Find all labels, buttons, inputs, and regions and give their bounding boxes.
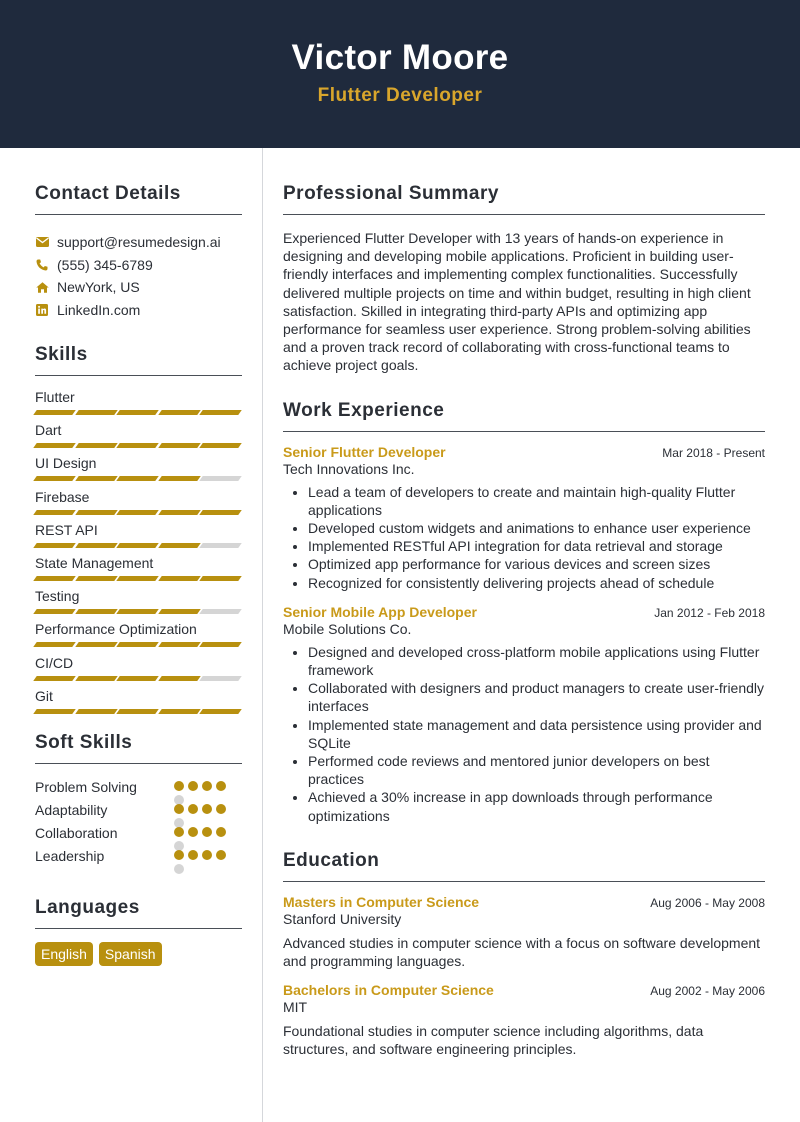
- skill-level-segment: [200, 642, 242, 647]
- job-dates: Mar 2018 - Present: [662, 445, 765, 460]
- column-divider: [262, 148, 263, 1122]
- skill-level-segment: [200, 410, 242, 415]
- rating-dot: [216, 850, 226, 860]
- job-bullet: • Lead a team of developers to create and maintain high-quality Flutter applications: [308, 483, 765, 519]
- rating-dot: [188, 850, 198, 860]
- rating-dot: [202, 781, 212, 791]
- languages-section: [35, 897, 242, 966]
- experience-section: [283, 400, 765, 825]
- soft-skill-item: [35, 847, 242, 870]
- soft-skills-section: [35, 732, 242, 870]
- job-bullet: • Recognized for consistently delivering projects ahead of schedule: [308, 574, 765, 592]
- skill-level-bar: [35, 510, 242, 515]
- job-bullet: • Designed and developed cross-platform mobile applications using Flutter framework: [308, 643, 765, 679]
- skill-item: [35, 620, 242, 653]
- skill-item: [35, 454, 242, 487]
- contact-location-text: NewYork, US: [57, 279, 140, 296]
- skill-level-bar: [35, 476, 242, 481]
- skill-level-bar: [35, 543, 242, 548]
- languages-title: Languages: [35, 897, 242, 929]
- soft-skill-rating: [174, 850, 226, 874]
- skill-level-segment: [200, 443, 242, 448]
- skill-label: State Management: [35, 554, 154, 571]
- skill-level-segment: [116, 642, 158, 647]
- job-bullet: • Implemented state management and data persistence using provider and SQLite: [308, 716, 765, 752]
- skill-level-segment: [116, 676, 158, 681]
- skill-level-segment: [33, 609, 75, 614]
- job-header: [283, 444, 765, 460]
- rating-dot: [174, 827, 184, 837]
- education-header: [283, 982, 765, 998]
- skill-level-segment: [200, 476, 242, 481]
- skill-level-segment: [33, 476, 75, 481]
- skill-level-segment: [33, 576, 75, 581]
- language-badge: Spanish: [99, 942, 162, 966]
- skill-label: Firebase: [35, 488, 90, 505]
- skill-level-segment: [158, 510, 200, 515]
- education-title: Education: [283, 850, 765, 882]
- skill-item: [35, 654, 242, 687]
- rating-dot: [174, 864, 184, 874]
- soft-skills-list: [35, 778, 242, 870]
- skill-label: Performance Optimization: [35, 621, 197, 638]
- skill-item: [35, 587, 242, 620]
- skills-list: [35, 388, 242, 720]
- education-header: [283, 894, 765, 910]
- job-bullets: [283, 483, 765, 592]
- rating-dot: [202, 850, 212, 860]
- skill-level-segment: [75, 443, 117, 448]
- skill-level-segment: [200, 543, 242, 548]
- skill-level-segment: [75, 609, 117, 614]
- skill-level-segment: [200, 576, 242, 581]
- skill-level-segment: [158, 709, 200, 714]
- skill-level-segment: [116, 543, 158, 548]
- contact-linkedin-text: LinkedIn.com: [57, 301, 141, 318]
- skill-label: UI Design: [35, 455, 97, 472]
- skill-level-segment: [158, 642, 200, 647]
- job-entry: [283, 604, 765, 825]
- summary-title: Professional Summary: [283, 183, 765, 215]
- contact-email-text: support@resumedesign.ai: [57, 234, 221, 251]
- skill-level-segment: [33, 410, 75, 415]
- skill-label: REST API: [35, 521, 98, 538]
- skills-section: [35, 344, 242, 720]
- rating-dot: [174, 850, 184, 860]
- soft-skill-item: [35, 778, 242, 801]
- contact-email[interactable]: [35, 231, 242, 254]
- skill-level-segment: [33, 543, 75, 548]
- rating-dot: [216, 804, 226, 814]
- rating-dot: [188, 804, 198, 814]
- skill-level-segment: [158, 410, 200, 415]
- summary-text: Experienced Flutter Developer with 13 years of hands-on experience in designing and developing mobile applications. Proficient in building user-friendly interfaces and implementing complex functionalities. Successfully delivered multiple projects on time and within budget, resulting in high client satisfaction. Skilled in integrating third-party APIs and optimizing app performance for seamless user experience. Strong problem-solving abilities and a proven track record of collaborating with cross-functional teams to achieve project goals.: [283, 230, 751, 374]
- jobs-list: [283, 444, 765, 825]
- rating-dot: [216, 827, 226, 837]
- skill-level-segment: [158, 443, 200, 448]
- skill-item: [35, 554, 242, 587]
- home-icon: [35, 280, 49, 294]
- contact-section: [35, 183, 242, 321]
- skills-title: Skills: [35, 344, 242, 376]
- skill-level-segment: [200, 510, 242, 515]
- skill-level-segment: [33, 642, 75, 647]
- skill-level-segment: [116, 443, 158, 448]
- degree-title: Masters in Computer Science: [283, 893, 480, 910]
- contact-phone[interactable]: [35, 254, 242, 277]
- skill-level-segment: [75, 543, 117, 548]
- skill-level-bar: [35, 410, 242, 415]
- soft-skill-label: Problem Solving: [35, 778, 137, 795]
- rating-dot: [216, 781, 226, 791]
- education-description: Advanced studies in computer science with a focus on software development and programming languages.: [283, 934, 761, 970]
- rating-dot: [174, 804, 184, 814]
- experience-title: Work Experience: [283, 400, 765, 432]
- phone-icon: [35, 258, 49, 272]
- skill-level-segment: [116, 609, 158, 614]
- skill-label: Testing: [35, 588, 80, 605]
- skill-level-segment: [33, 510, 75, 515]
- education-dates: Aug 2006 - May 2008: [650, 895, 765, 910]
- education-section: [283, 850, 765, 1059]
- skill-label: Dart: [35, 422, 62, 439]
- job-header: [283, 604, 765, 620]
- skill-level-segment: [75, 410, 117, 415]
- skill-level-segment: [116, 510, 158, 515]
- languages-list: [35, 942, 242, 966]
- skill-level-bar: [35, 443, 242, 448]
- skill-label: Flutter: [35, 389, 75, 405]
- job-title: Senior Mobile App Developer: [283, 603, 477, 620]
- job-bullets: [283, 643, 765, 825]
- skill-level-segment: [158, 476, 200, 481]
- rating-dot: [188, 827, 198, 837]
- skill-item: [35, 488, 242, 521]
- soft-skill-label: Collaboration: [35, 824, 118, 841]
- skill-level-segment: [33, 709, 75, 714]
- candidate-name: Victor Moore: [291, 38, 509, 77]
- soft-skill-item: [35, 824, 242, 847]
- skill-item: [35, 388, 242, 421]
- skill-level-bar: [35, 676, 242, 681]
- contact-title: Contact Details: [35, 183, 242, 215]
- skill-level-bar: [35, 576, 242, 581]
- education-entry: [283, 894, 765, 970]
- skill-level-segment: [75, 709, 117, 714]
- rating-dot: [188, 781, 198, 791]
- degree-title: Bachelors in Computer Science: [283, 982, 494, 999]
- rating-dot: [202, 804, 212, 814]
- skill-item: [35, 687, 242, 720]
- left-column: [35, 148, 242, 966]
- skill-level-segment: [158, 609, 200, 614]
- skill-level-segment: [33, 676, 75, 681]
- skill-level-segment: [75, 510, 117, 515]
- job-bullet: • Collaborated with designers and product managers to create user-friendly interfaces: [308, 679, 765, 715]
- job-bullet: • Achieved a 30% increase in app downloads through performance optimizations: [308, 788, 765, 824]
- rating-dot: [202, 827, 212, 837]
- soft-skill-label: Adaptability: [35, 801, 108, 818]
- resume-header: [0, 0, 800, 148]
- skill-level-segment: [75, 576, 117, 581]
- skill-level-bar: [35, 609, 242, 614]
- contact-location: [35, 276, 242, 299]
- skill-level-segment: [200, 709, 242, 714]
- skill-level-segment: [158, 576, 200, 581]
- language-badge: English: [35, 942, 93, 966]
- education-description: Foundational studies in computer science including algorithms, data structures, and software engineering principles.: [283, 1023, 704, 1058]
- right-column: [283, 148, 765, 1059]
- contact-linkedin[interactable]: [35, 299, 242, 322]
- education-dates: Aug 2002 - May 2006: [650, 984, 765, 999]
- soft-skills-title: Soft Skills: [35, 732, 242, 764]
- skill-item: [35, 521, 242, 554]
- skill-level-segment: [116, 476, 158, 481]
- skill-level-segment: [75, 476, 117, 481]
- skill-level-segment: [158, 676, 200, 681]
- school-name: Stanford University: [283, 910, 402, 927]
- school-name: MIT: [283, 999, 308, 1016]
- skill-level-segment: [116, 410, 158, 415]
- skill-level-segment: [200, 676, 242, 681]
- contact-phone-text: (555) 345-6789: [57, 256, 153, 273]
- soft-skill-label: Leadership: [35, 847, 105, 864]
- skill-level-bar: [35, 709, 242, 714]
- skill-level-segment: [116, 709, 158, 714]
- job-bullet: • Optimized app performance for various devices and screen sizes: [308, 555, 765, 573]
- skill-level-bar: [35, 642, 242, 647]
- skill-level-segment: [158, 543, 200, 548]
- skill-label: CI/CD: [35, 654, 74, 671]
- job-bullet: • Performed code reviews and mentored junior developers on best practices: [308, 752, 765, 788]
- job-company: Tech Innovations Inc.: [283, 460, 415, 477]
- job-title: Senior Flutter Developer: [283, 443, 446, 460]
- summary-section: [283, 183, 765, 375]
- skill-level-segment: [33, 443, 75, 448]
- skill-level-segment: [75, 676, 117, 681]
- job-company: Mobile Solutions Co.: [283, 620, 412, 637]
- education-list: [283, 894, 765, 1059]
- skill-level-segment: [75, 642, 117, 647]
- skill-level-segment: [116, 576, 158, 581]
- job-bullet: • Implemented RESTful API integration for data retrieval and storage: [308, 537, 765, 555]
- job-bullet: • Developed custom widgets and animations to enhance user experience: [308, 519, 765, 537]
- job-entry: [283, 444, 765, 592]
- skill-label: Git: [35, 687, 53, 704]
- education-entry: [283, 982, 765, 1058]
- skill-item: [35, 421, 242, 454]
- job-dates: Jan 2012 - Feb 2018: [654, 605, 765, 620]
- skill-level-segment: [200, 609, 242, 614]
- soft-skill-item: [35, 801, 242, 824]
- candidate-role: Flutter Developer: [317, 85, 483, 106]
- rating-dot: [174, 781, 184, 791]
- envelope-icon: [35, 235, 49, 249]
- linkedin-icon: [35, 303, 49, 317]
